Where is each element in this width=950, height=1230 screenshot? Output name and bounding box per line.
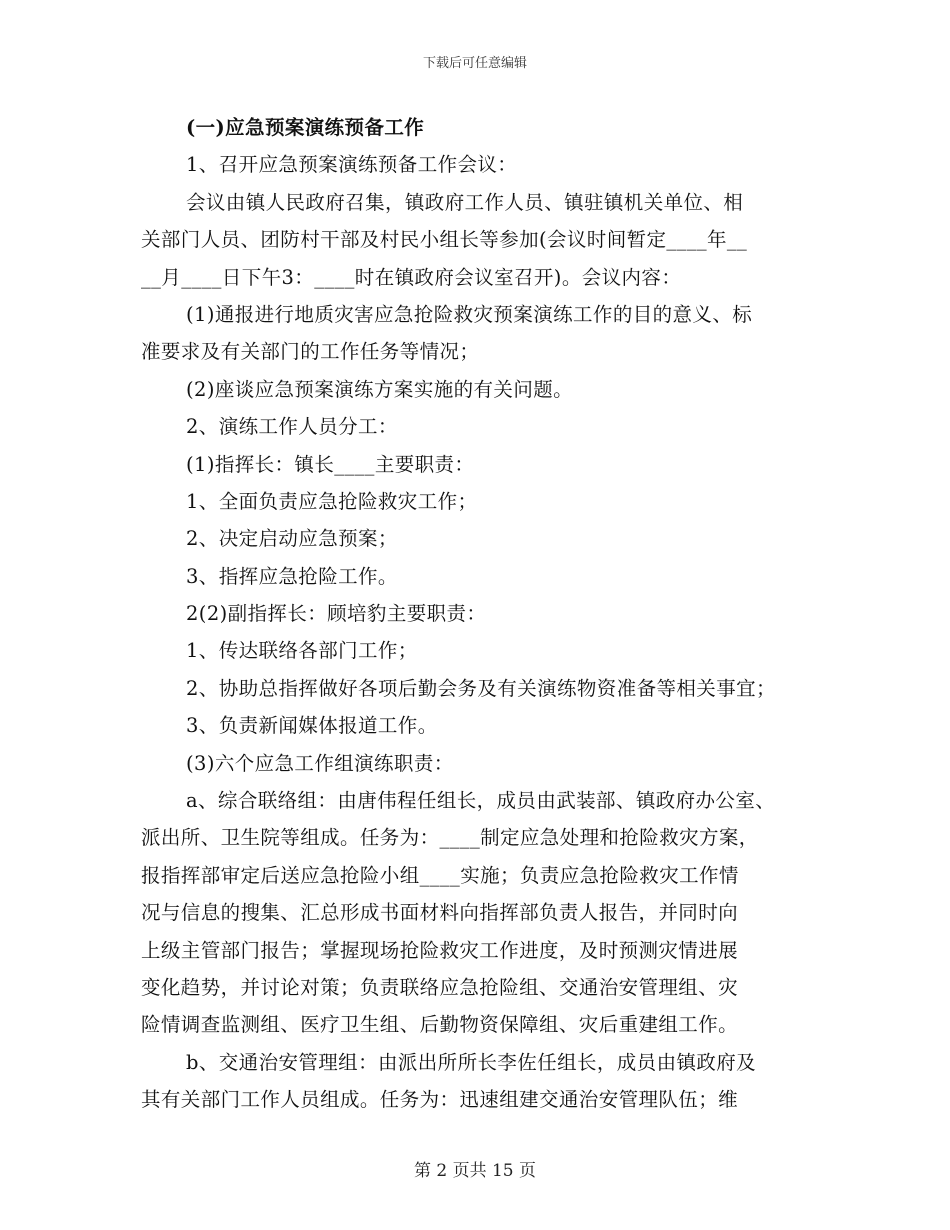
section-heading: (一)应急预案演练预备工作 [186,116,425,139]
paragraph-line: 会议由镇人民政府召集，镇政府工作人员、镇驻镇机关单位、相 [186,190,744,214]
paragraph-line: 报指挥部审定后送应急抢险小组____实施；负责应急抢险救灾工作情 [141,863,739,887]
paragraph-line: b、交通治安管理组：由派出所所长李佐任组长，成员由镇政府及 [186,1050,757,1074]
paragraph-line: 派出所、卫生院等组成。任务为：____制定应急处理和抢险救灾方案， [141,826,759,850]
paragraph-line: 3、负责新闻媒体报道工作。 [186,714,438,738]
paragraph-line: (3)六个应急工作组演练职责： [186,751,454,775]
page-header: 下载后可任意编辑 [422,56,527,71]
paragraph-line: __月____日下午3：____时在镇政府会议室召开)。会议内容： [141,265,682,289]
paragraph-line: 上级主管部门报告；掌握现场抢险救灾工作进度，及时预测灾情进展 [141,938,739,962]
paragraph-line: (1)指挥长：镇长____主要职责： [186,452,475,476]
paragraph-line: 1、召开应急预案演练预备工作会议： [186,153,518,177]
paragraph-line: 1、传达联络各部门工作； [186,639,418,663]
paragraph-line: 2、协助总指挥做好各项后勤会务及有关演练物资准备等相关事宜； [186,676,776,700]
paragraph-line: 准要求及有关部门的工作任务等情况； [141,340,480,364]
paragraph-line: 其有关部门工作人员组成。任务为：迅速组建交通治安管理队伍；维 [141,1088,739,1112]
paragraph-line: (2)座谈应急预案演练方案实施的有关问题。 [186,377,574,401]
paragraph-line: 2、演练工作人员分工： [186,415,398,439]
paragraph-line: 关部门人员、团防村干部及村民小组长等参加(会议时间暂定____年__ [141,228,748,252]
paragraph-line: 2、决定启动应急预案； [186,527,398,551]
document-body [141,109,821,1119]
paragraph-line: a、综合联络组：由唐伟程任组长，成员由武装部、镇政府办公室、 [186,789,776,813]
paragraph-line: 1、全面负责应急抢险救灾工作； [186,489,478,513]
paragraph-line: 2(2)副指挥长：顾培豹主要职责： [186,602,487,626]
paragraph-line: 况与信息的搜集、汇总形成书面材料向指挥部负责人报告，并同时向 [141,901,739,925]
paragraph-line: (1)通报进行地质灾害应急抢险救灾预案演练工作的目的意义、标 [186,302,753,326]
page-footer: 第 2 页共 15 页 [413,1161,537,1181]
paragraph-line: 变化趋势，并讨论对策；负责联络应急抢险组、交通治安管理组、灾 [141,975,739,999]
paragraph-line: 险情调查监测组、医疗卫生组、后勤物资保障组、灾后重建组工作。 [141,1013,739,1037]
paragraph-line: 3、指挥应急抢险工作。 [186,564,398,588]
